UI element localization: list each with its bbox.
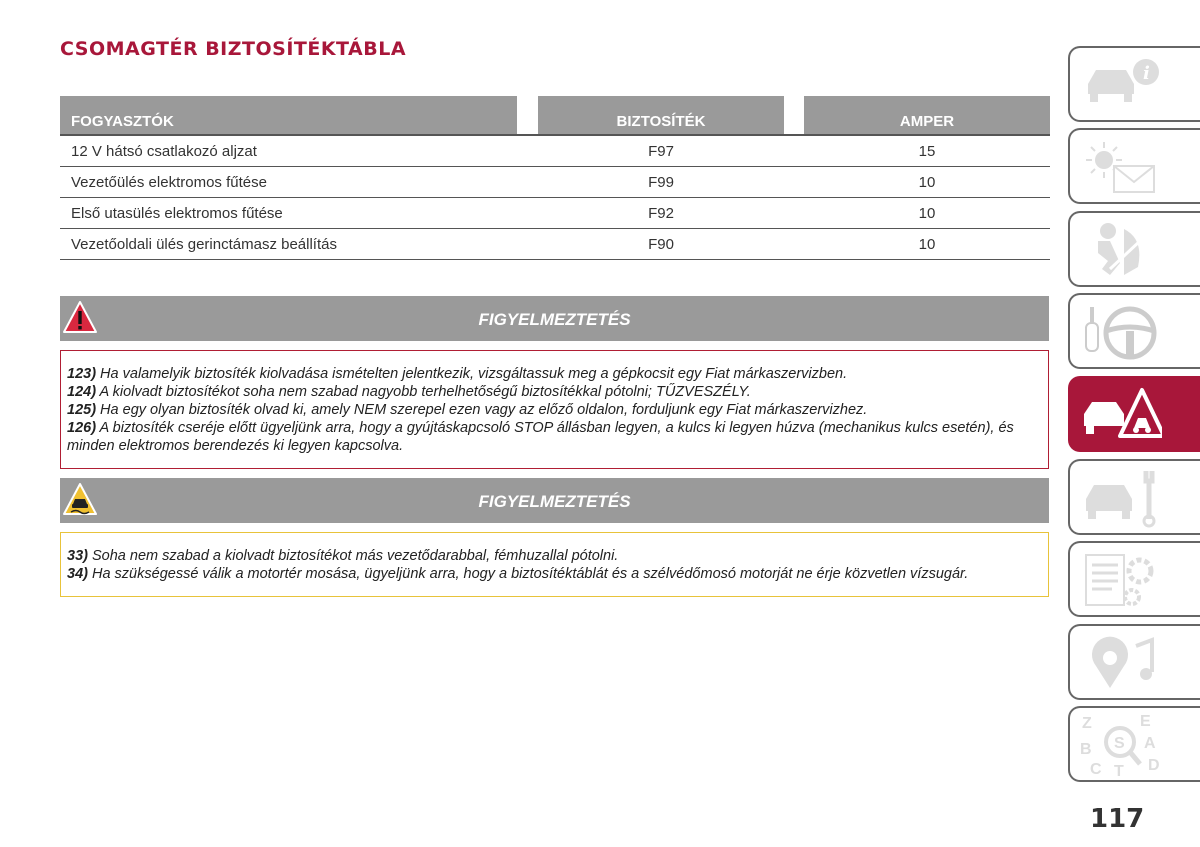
row-consumer: Vezetőülés elektromos fűtése	[71, 174, 267, 191]
header-fuse: BIZTOSÍTÉK	[538, 96, 784, 136]
row-amp: 10	[918, 174, 936, 191]
specs-gear-icon	[1080, 549, 1162, 611]
car-wrench-icon	[1080, 467, 1162, 529]
item-text: Ha valamelyik biztosíték kiolvadása ismételten jelentkezik, vizsgáltassuk meg a gépkocsit egy Fiat márkaszervizben.	[96, 366, 848, 382]
svg-text:S: S	[1114, 735, 1125, 752]
svg-text:E: E	[1140, 714, 1151, 730]
warning-body-red	[60, 350, 1049, 469]
item-text: Ha egy olyan biztosíték olvad ki, amely NEM szerepel ezen vagy az előző oldalon, forduljunk egy Fiat márkaszervizhez.	[96, 402, 868, 418]
warning-item	[67, 547, 1042, 565]
tab-maintenance[interactable]	[1068, 459, 1200, 535]
table-row	[60, 198, 1050, 229]
table-row	[60, 229, 1050, 260]
warning-header-yellow	[60, 478, 1049, 523]
item-text: A biztosíték cseréje előtt ügyeljünk arra, hogy a gyújtáskapcsoló STOP állásban legyen, a kulcs ki legyen húzva (mechanikus kulcs esetén), és minden elektromos berendezés ki legyen kapcsolva.	[67, 420, 1014, 454]
svg-text:T: T	[1114, 763, 1124, 776]
tab-car-info[interactable]	[1068, 46, 1200, 122]
warning-title: FIGYELMEZTETÉS	[478, 310, 631, 329]
emergency-triangle-icon	[1080, 384, 1162, 446]
index-search-icon	[1080, 714, 1162, 776]
row-fuse: F97	[648, 143, 674, 160]
multimedia-icon	[1080, 632, 1162, 694]
svg-text:A: A	[1144, 735, 1156, 752]
svg-text:C: C	[1090, 761, 1102, 776]
item-text: A kiolvadt biztosítékot soha nem szabad nagyobb terhelhetőségű biztosítékkal pótolni; TŰZVESZÉLY.	[96, 384, 751, 400]
lights-message-icon	[1080, 136, 1162, 198]
table-row	[60, 167, 1050, 198]
row-consumer: Vezetőoldali ülés gerinctámasz beállítás	[71, 236, 337, 253]
table-row	[60, 136, 1050, 167]
row-consumer: Első utasülés elektromos fűtése	[71, 205, 283, 222]
row-amp: 10	[918, 205, 936, 222]
warning-body-yellow	[60, 532, 1049, 597]
row-fuse: F92	[648, 205, 674, 222]
tab-index[interactable]	[1068, 706, 1200, 782]
seat-airbag-icon	[1080, 219, 1162, 281]
svg-text:Z: Z	[1082, 715, 1092, 732]
row-fuse: F99	[648, 174, 674, 191]
item-number: 125)	[67, 402, 97, 418]
item-text: Ha szükségessé válik a motortér mosása, ügyeljünk arra, hogy a biztosítéktáblát és a szélvédőmosó motorját ne érje közvetlen vízsugár.	[87, 566, 969, 582]
item-number: 123)	[67, 366, 97, 382]
item-number: 124)	[67, 384, 97, 400]
table-header	[60, 96, 1050, 136]
tab-lights-messages[interactable]	[1068, 128, 1200, 204]
tab-emergency[interactable]	[1068, 376, 1200, 452]
warning-item	[67, 565, 1042, 583]
page-title: CSOMAGTÉR BIZTOSÍTÉKTÁBLA	[60, 38, 407, 60]
row-amp: 15	[918, 143, 936, 160]
warning-header-red	[60, 296, 1049, 341]
warning-title: FIGYELMEZTETÉS	[478, 492, 631, 511]
svg-text:B: B	[1080, 741, 1092, 758]
warning-item	[67, 401, 1042, 419]
tab-multimedia[interactable]	[1068, 624, 1200, 700]
header-consumers: FOGYASZTÓK	[60, 96, 517, 136]
warning-item	[67, 365, 1042, 383]
tab-safety[interactable]	[1068, 211, 1200, 287]
row-fuse: F90	[648, 236, 674, 253]
item-text: Soha nem szabad a kiolvadt biztosítékot más vezetődarabbal, fémhuzallal pótolni.	[87, 548, 619, 564]
svg-text:D: D	[1148, 757, 1160, 774]
tab-specs[interactable]	[1068, 541, 1200, 617]
item-number: 126)	[67, 420, 97, 436]
svg-text:i: i	[1143, 63, 1150, 84]
header-amper: AMPER	[804, 96, 1050, 136]
warning-item	[67, 419, 1042, 455]
page-number: 117	[1090, 804, 1145, 834]
warning-item	[67, 383, 1042, 401]
item-number: 34)	[67, 566, 88, 582]
fuse-table	[60, 96, 1050, 260]
item-number: 33)	[67, 548, 88, 564]
row-consumer: 12 V hátsó csatlakozó aljzat	[71, 143, 257, 160]
tab-starting[interactable]	[1068, 293, 1200, 369]
car-info-icon	[1080, 54, 1162, 116]
row-amp: 10	[918, 236, 936, 253]
key-steering-wheel-icon	[1080, 301, 1162, 363]
